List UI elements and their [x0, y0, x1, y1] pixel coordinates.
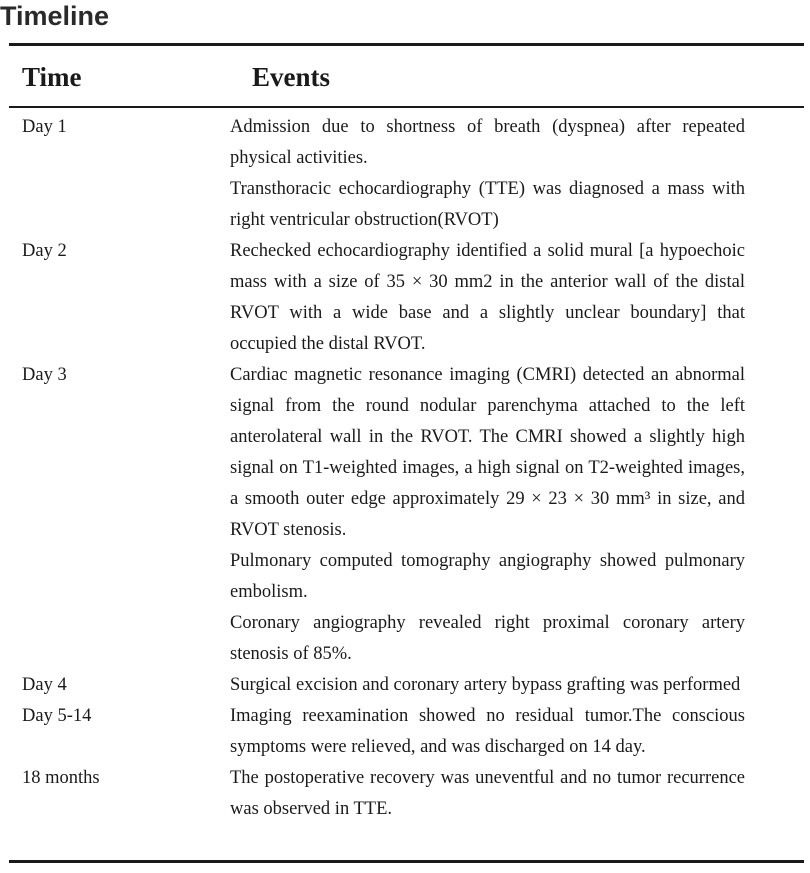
event-text: Cardiac magnetic resonance imaging (CMRI) detected an abnormal signal from the round nodular parenchyma attached to the left anterolateral wall in the RVOT. The CMRI showed a slightly high signal on T1-weighted images, a high signal on T2-weighted images, a smooth outer edge approximately 29 × 23 × 30 mm³ in size, and RVOT stenosis.	[230, 365, 745, 540]
table-bottom-rule	[9, 860, 804, 863]
events-cell	[230, 763, 745, 825]
events-cell	[230, 360, 745, 670]
time-cell: Day 5-14	[22, 706, 92, 726]
time-cell: Day 2	[22, 241, 67, 261]
timeline-table-body	[0, 112, 810, 825]
event-text: Pulmonary computed tomography angiography showed pulmonary embolism.	[230, 551, 745, 602]
events-cell	[230, 112, 745, 236]
time-cell: Day 3	[22, 365, 67, 385]
table-row	[0, 360, 810, 670]
event-text: Coronary angiography revealed right proximal coronary artery stenosis of 85%.	[230, 613, 745, 664]
time-cell: Day 4	[22, 675, 67, 695]
event-text: Admission due to shortness of breath (dyspnea) after repeated physical activities.	[230, 117, 745, 168]
table-row	[0, 112, 810, 236]
event-text: Rechecked echocardiography identified a solid mural [a hypoechoic mass with a size of 35 × 30 mm2 in the anterior wall of the distal RVOT with a wide base and a slightly unclear boundary] that occupied the distal RVOT.	[230, 241, 745, 354]
event-text: Surgical excision and coronary artery bypass grafting was performed	[230, 675, 741, 695]
events-cell	[230, 670, 745, 701]
page-title: Timeline	[0, 1, 110, 31]
event-text: Transthoracic echocardiography (TTE) was diagnosed a mass with right ventricular obstruction(RVOT)	[230, 179, 745, 230]
column-header-events: Events	[252, 62, 331, 92]
event-text: The postoperative recovery was uneventful and no tumor recurrence was observed in TTE.	[230, 768, 745, 819]
event-text: Imaging reexamination showed no residual tumor.The conscious symptoms were relieved, and was discharged on 14 day.	[230, 706, 745, 757]
events-cell	[230, 701, 745, 763]
events-cell	[230, 236, 745, 360]
table-top-rule	[9, 43, 804, 46]
table-row	[0, 236, 810, 360]
table-row	[0, 763, 810, 825]
time-cell: Day 1	[22, 117, 67, 137]
time-cell: 18 months	[22, 768, 100, 788]
table-row	[0, 670, 810, 701]
table-row	[0, 701, 810, 763]
header-divider	[9, 106, 804, 108]
column-header-time: Time	[22, 62, 82, 92]
